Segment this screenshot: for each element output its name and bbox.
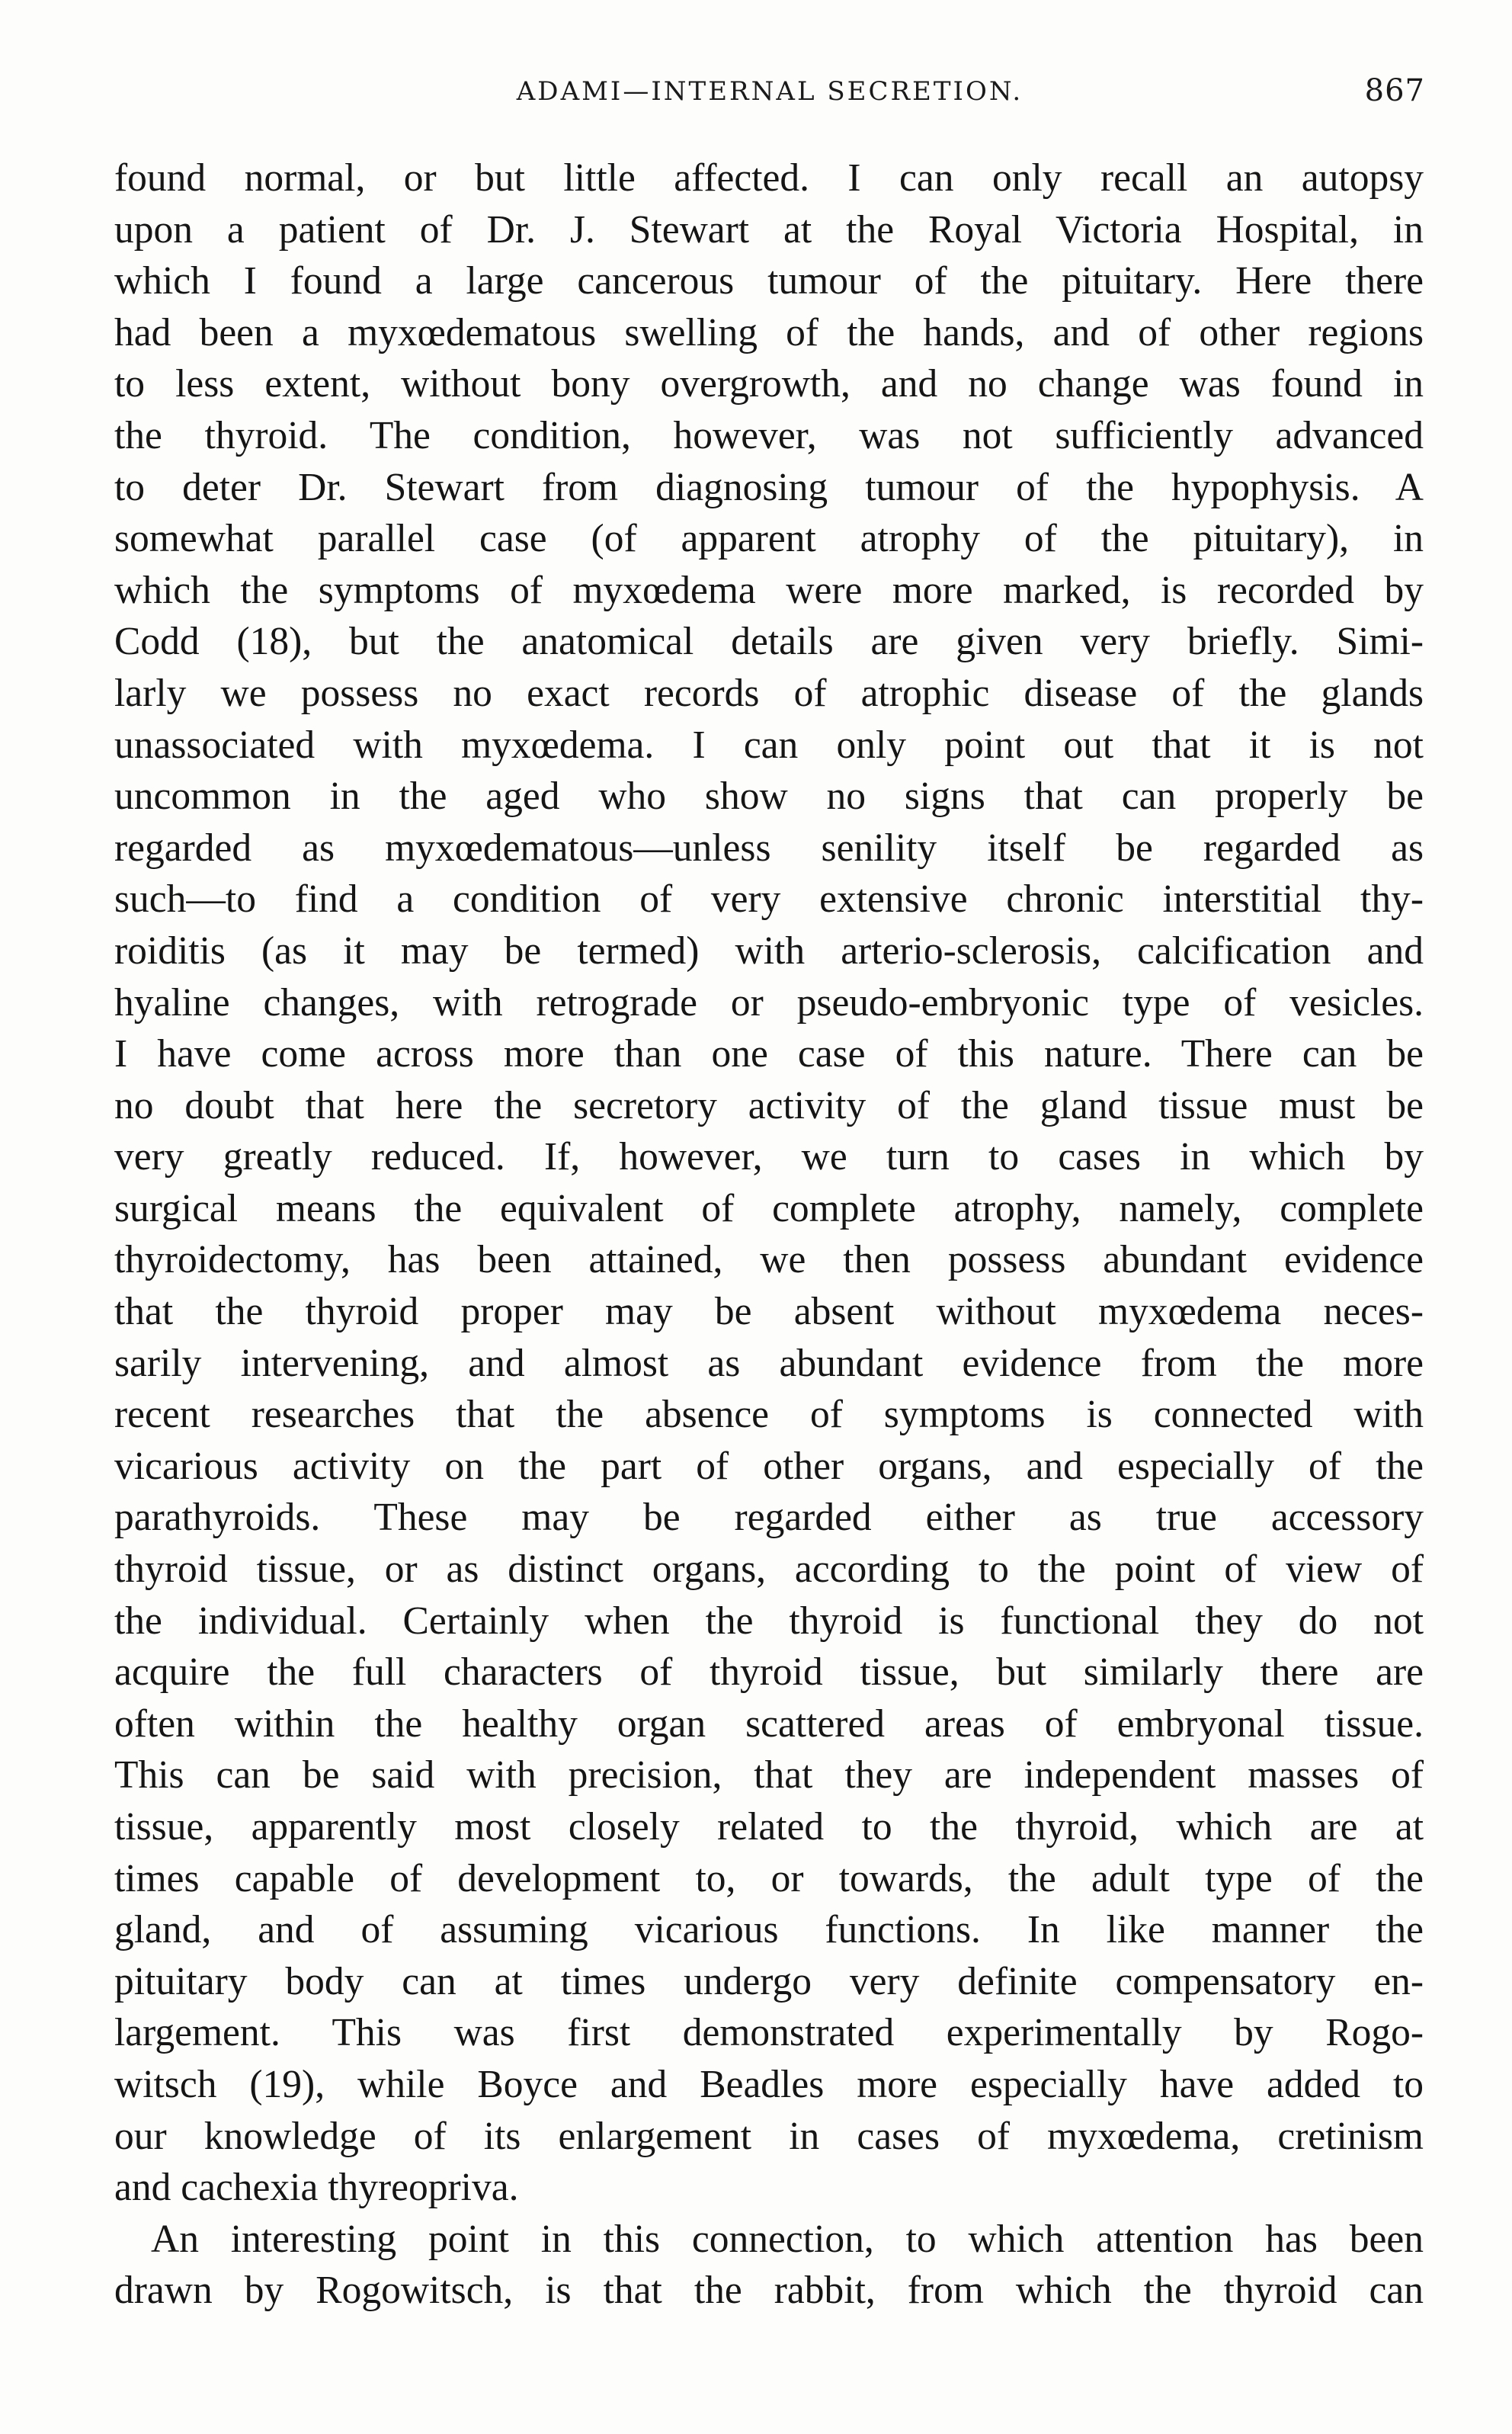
text-line: and cachexia thyreopriva.	[114, 2166, 519, 2210]
text-line: acquire the full characters of thyroid tissue, but similarly there are	[114, 1650, 1424, 1695]
text-line: gland, and of assuming vicarious functions. In like manner the	[114, 1908, 1424, 1952]
text-line: such—to find a condition of very extensive chronic interstitial thy-	[114, 877, 1424, 922]
text-line: our knowledge of its enlargement in cases of myxœdema, cretinism	[114, 2114, 1424, 2158]
text-line: I have come across more than one case of this nature. There can be	[114, 1032, 1424, 1076]
text-line: Codd (18), but the anatomical details are given very briefly. Simi-	[114, 620, 1424, 664]
text-line: An interesting point in this connection, to which attention has been	[151, 2217, 1424, 2261]
text-line: found normal, or but little affected. I can only recall an autopsy	[114, 156, 1424, 200]
text-line: upon a patient of Dr. J. Stewart at the Royal Victoria Hospital, in	[114, 207, 1424, 252]
text-line: somewhat parallel case (of apparent atrophy of the pituitary), in	[114, 517, 1424, 561]
text-line: larly we possess no exact records of atrophic disease of the glands	[114, 671, 1424, 715]
body-text	[114, 152, 1424, 2317]
text-line: which the symptoms of myxœdema were more marked, is recorded by	[114, 568, 1424, 612]
text-line: regarded as myxœdematous—unless senility itself be regarded as	[114, 826, 1424, 870]
running-head	[114, 73, 1425, 119]
text-line: roiditis (as it may be termed) with arterio-sclerosis, calcification and	[114, 928, 1424, 973]
text-line: recent researches that the absence of symptoms is connected with	[114, 1393, 1424, 1437]
text-line: to deter Dr. Stewart from diagnosing tumour of the hypophysis. A	[114, 465, 1424, 509]
text-line: unassociated with myxœdema. I can only point out that it is not	[114, 723, 1424, 767]
text-line: This can be said with precision, that they are independent masses of	[114, 1753, 1424, 1797]
text-line: the thyroid. The condition, however, was not sufficiently advanced	[114, 413, 1424, 457]
text-line: surgical means the equivalent of complete atrophy, namely, complete	[114, 1186, 1424, 1230]
running-title: ADAMI—INTERNAL SECRETION.	[516, 76, 1023, 107]
text-line: no doubt that here the secretory activity of the gland tissue must be	[114, 1083, 1424, 1127]
text-line: times capable of development to, or towards, the adult type of the	[114, 1856, 1424, 1900]
text-line: vicarious activity on the part of other organs, and especially of the	[114, 1444, 1424, 1488]
text-line: thyroidectomy, has been attained, we then possess abundant evidence	[114, 1238, 1424, 1282]
text-line: tissue, apparently most closely related to the thyroid, which are at	[114, 1805, 1424, 1849]
text-line: hyaline changes, with retrograde or pseudo-embryonic type of vesicles.	[114, 980, 1424, 1025]
text-line: parathyroids. These may be regarded either as true accessory	[114, 1496, 1424, 1540]
text-line: largement. This was first demonstrated experimentally by Rogo-	[114, 2011, 1424, 2055]
text-line: to less extent, without bony overgrowth, and no change was found in	[114, 362, 1424, 406]
text-line: uncommon in the aged who show no signs that can properly be	[114, 774, 1424, 819]
text-line: which I found a large cancerous tumour of the pituitary. Here there	[114, 259, 1424, 303]
text-line: sarily intervening, and almost as abundant evidence from the more	[114, 1341, 1424, 1385]
text-line: often within the healthy organ scattered areas of embryonal tissue.	[114, 1701, 1424, 1746]
text-line: thyroid tissue, or as distinct organs, according to the point of view of	[114, 1547, 1424, 1592]
page-number: 867	[1364, 73, 1425, 108]
text-line: witsch (19), while Boyce and Beadles more especially have added to	[114, 2062, 1424, 2106]
text-line: drawn by Rogowitsch, is that the rabbit, from which the thyroid can	[114, 2269, 1424, 2313]
text-line: pituitary body can at times undergo very definite compensatory en-	[114, 1959, 1424, 2003]
text-line: the individual. Certainly when the thyroid is functional they do not	[114, 1599, 1424, 1643]
text-line: very greatly reduced. If, however, we turn to cases in which by	[114, 1135, 1424, 1179]
text-line: that the thyroid proper may be absent without myxœdema neces-	[114, 1290, 1424, 1334]
text-line: had been a myxœdematous swelling of the hands, and of other regions	[114, 310, 1424, 354]
